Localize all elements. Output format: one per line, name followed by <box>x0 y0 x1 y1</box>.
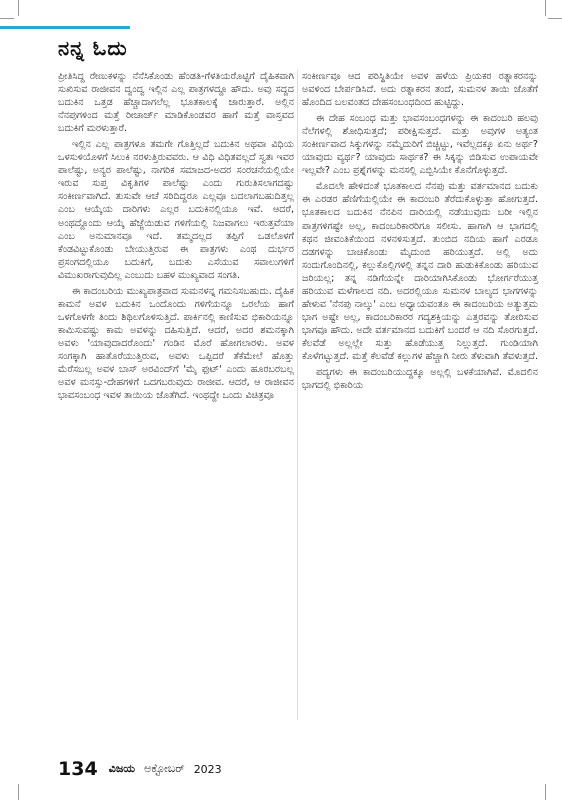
paragraph: ಪದ್ಯಗಳು ಈ ಕಾದಂಬರಿಯುದ್ದಕ್ಕೂ ಅಲ್ಲಲ್ಲಿ ಬಳಕೆಯಾಗಿವೆ. ಮೊದಲಿನ ಭಾಗದಲ್ಲಿ ಭಿಕಾರಿಯ <box>302 367 538 392</box>
crop-mark-top-left <box>18 0 19 16</box>
page-footer <box>58 758 222 782</box>
issue-month: ಅಕ್ಟೋಬರ್ <box>144 762 185 775</box>
paragraph: ಇಲ್ಲಿನ ಎಲ್ಲ ಪಾತ್ರಗಳೂ ತಮಗೇ ಗೊತ್ತಿಲ್ಲದೆ ಬದುಕಿನ ಅಥವಾ ವಿಧಿಯ ಒಳಸುಳಿಯೊಳಗೆ ಸಿಲುಕಿ ನರಳುತ್ತಿರುವವರು. ಆ ವಿಧಿ ವಿಧಿತವಲ್ಲದೆ ಸ್ವತಃ ಇವರ ಪಾಲೆಷ್ಟು, ಅನ್ಯರ ಪಾಲೆಷ್ಟು, ನಾಗರಿಕ ಸಮಾಜದ-ಅದರ ಸಂರಚನೆಯಲ್ಲಿಯೇ ಇರುವ ಸುಪ್ತ ವಿಕೃತಿಗಳ ಪಾಲೆಷ್ಟು ಎಂದು ಗುರುತಿಸಲಾಗದಷ್ಟು ಸಂಕೀರ್ಣವಾಗಿದೆ. ತುಸುವೇ ಆಚೆ ಸರಿದಿದ್ದರೂ ಎಲ್ಲವೂ ಬದಲಾಗಬಹುದಿತ್ತಲ್ಲ ಎಂಬ ಆಯ್ಕೆಯ ದಾರಿಗಳು ಎಲ್ಲರ ಬದುಕಿನಲ್ಲಿಯೂ ಇವೆ. ಆದರೆ, ಅಂಥದ್ದೊಂದು ಆಯ್ಕೆ ಹೆಜ್ಜೆಯಿಡುವ ಗಳಿಗೆಯಲ್ಲಿ ನಿಜವಾಗಲು ಇರುತ್ತವೆಯಾ ಎಂಬ ಅನುಮಾನವೂ ಇದೆ. ತಮ್ಮದಲ್ಲದ ತಪ್ಪಿಗೆ ಒಡಲೊಳಗೆ ಕೆಂಡವಿಟ್ಟುಕೊಂಡು ಬೇಯುತ್ತಿರುವ ಈ ಪಾತ್ರಗಳು ಎಂಥ ದುರ್ಭರ ಪ್ರಸಂಗದಲ್ಲಿಯೂ ಬದುಕಿಗೆ, ಬದುಕು ಎಸೆಯುವ ಸವಾಲುಗಳಿಗೆ ವಿಮುಖರಾಗುವುದಿಲ್ಲ ಎಂಬುದು ಬಹಳ ಮುಖ್ಯವಾದ ಸಂಗತಿ. <box>58 139 294 281</box>
paragraph: ಸಂಕೀರ್ಣವೂ ಆದ ಪರಿಸ್ಥಿತಿಯೇ ಅವಳ ಹಳೆಯ ಪ್ರಿಯಕರ ರತ್ನಾಕರನನ್ನು ಅವಳಿಂದ ಬೇರ್ಪಡಿಸಿದೆ. ಅದು ರತ್ನಾಕರನ ತಂದೆ, ಸುಮನಳ ತಾಯಿ ಜೊತೆಗೆ ಹೊಂದಿದ ಬಲವಂತದ ದೇಹಸಂಬಂಧದಿಂದ ಹುಟ್ಟಿದ್ದು. <box>302 71 538 109</box>
page-number: 134 <box>58 758 98 780</box>
paragraph: ಈ ದೇಹ ಸಂಬಂಧ ಮತ್ತು ಭಾವಸಂಬಂಧಗಳನ್ನು ಈ ಕಾದಂಬರಿ ಹಲವು ನೆಲೆಗಳಲ್ಲಿ ಶೋಧಿಸುತ್ತದೆ; ಪರೀಕ್ಷಿಸುತ್ತದೆ. ಮತ್ತು ಅವುಗಳ ಅತ್ಯಂತ ಸಂಕೀರ್ಣವಾದ ಸಿಕ್ಕುಗಳನ್ನು ನಮ್ಮೆದುರಿಗೆ ಬಿಚ್ಚಿಟ್ಟು, ಇವೆಲ್ಲದಕ್ಕೂ ಏನು ಅರ್ಥ? ಯಾವುದು ವ್ಯರ್ಥ? ಯಾವುದು ಸಾರ್ಥಕ? ಈ ಸಿಕ್ಕನ್ನು ಬಿಡಿಸುವ ಉಪಾಯವೇ ಇಲ್ಲವೇ? ಎಂಬ ಪ್ರಶ್ನೆಗಳನ್ನು ಮನಸಲ್ಲಿ ಎಬ್ಬಿಸಿಯೇ ಕೊನೆಗೊಳ್ಳುತ್ತದೆ. <box>302 113 538 177</box>
paragraph: ಮೊದಲೇ ಹೇಳಿದಂತೆ ಭೂತಕಾಲದ ನೆನಪು ಮತ್ತು ವರ್ತಮಾನದ ಬದುಕು ಈ ಎರಡರ ಹೆಣಿಗೆಯಲ್ಲಿಯೇ ಈ ಕಾದಂಬರಿ ತೆರೆದುಕೊಳ್ಳುತ್ತಾ ಹೋಗುತ್ತದೆ. ಭೂತಕಾಲದ ಬದುಕಿನ ನೆನಪಿನ ದಾರಿಯಲ್ಲಿ ನಡೆಯುವುದು ಬರೀ ಇಲ್ಲಿನ ಪಾತ್ರಗಳಿಗಷ್ಟೇ ಅಲ್ಲ, ಕಾದಂಬರಿಕಾರರಿಗೂ ಸಲೀಸು. ಹಾಗಾಗಿ ಆ ಭಾಗದಲ್ಲಿ ಕಥನ ಜೀವಂತಿಕೆಯಿಂದ ನಳನಳಿಸುತ್ತದೆ. ತುಂಬಿದ ನದಿಯ ಹಾಗೆ ಎರಡೂ ದಡಗಳನ್ನು ಬಾಚಿಕೊಂಡು ಮೈದುಂಬಿ ಹರಿಯುತ್ತದೆ. ಅಲ್ಲಿ ಅದು ಸಂದುಗೊಂದಿನಲ್ಲಿ, ಕಲ್ಲುಕೊಲ್ಲಿಗಳಲ್ಲಿ ತನ್ನನ ದಾರಿ ಹುಡುಕಿಕೊಂಡು ಹರಿಯುವ ಜರಿಯಲ್ಲ; ತನ್ನ ನಡಿಗೆಯನ್ನೇ ದಾರಿಯಾಗಿಸಿಕೊಂಡು ಭೋರ್ಗರೆಯುತ್ತ ಹರಿಯುವ ಮಳೆಗಾಲದ ನದಿ. ಅದರಲ್ಲಿಯೂ ಸುಮನಳ ಬಾಲ್ಯದ ಭಾಗಗಳನ್ನು ಹೇಳುವ 'ನೆನಪು ನಾಲ್ಕು' ಎಂಬ ಅಧ್ಯಾಯವಂತೂ ಈ ಕಾದಂಬರಿಯ ಅತ್ಯುತ್ತಮ ಭಾಗ ಅಷ್ಟೇ ಅಲ್ಲ, ಕಾದಂಬರಿಕಾರರ ಗದ್ಯಶಕ್ತಿಯನ್ನು ಎತ್ತರವನ್ನು ತೋರಿಸುವ ಭಾಗವೂ ಹೌದು. ಅದೇ ವರ್ತಮಾನದ ಬದುಕಿಗೆ ಬಂದರೆ ಆ ನದಿ ಸೊರಗುತ್ತದೆ. ಕೆಲವೆಡೆ ಅಲ್ಲಲ್ಲೇ ಸುತ್ತು ಹೊಡೆಯುತ್ತ ನಿಲ್ಲುತ್ತದೆ. ಗುಂಡಿಯಾಗಿ ಕೊಳೆಗಟ್ಟುತ್ತದೆ. ಮತ್ತೆ ಕೆಲವೆಡೆ ಕಲ್ಲುಗಳ ಹೆಚ್ಚಾಗಿ ನೀರು ತೆಳುವಾಗಿ ತೆವಳುತ್ತದೆ. <box>302 181 539 362</box>
crop-mark-right-top <box>548 18 562 19</box>
accent-bar <box>0 26 130 29</box>
section-title: ನನ್ನ ಓದು <box>58 36 128 60</box>
left-column <box>58 70 294 402</box>
issue-year: 2023 <box>193 762 222 776</box>
column-divider <box>297 70 298 720</box>
crop-mark-top-right <box>545 0 546 16</box>
crop-mark-left-top <box>0 18 14 19</box>
crop-mark-bottom-left <box>18 784 19 800</box>
paragraph: ಪ್ರೀತಿಸಿದ್ದ ರೇಣುಕಳನ್ನು ನೆನೆಸಿಕೊಂಡು ಹೆಂಡತಿ-ಗೆಳತಿಯರೊಟ್ಟಿಗೆ ದೈಹಿಕವಾಗಿ ಸುಖಿಸುವ ರಾಜೀವನ ದ್ವಂದ್ವ ಇಲ್ಲಿನ ಎಲ್ಲ ಪಾತ್ರಗಳದ್ದೂ ಹೌದು. ಅವು ಸದ್ದದ ಬದುಕಿನ ಒತ್ತಡ ಹೆಚ್ಚಾದಾಗಲೆಲ್ಲ ಭೂತಕಾಲಕ್ಕೆ ಜಾರುತ್ತಾರೆ. ಅಲ್ಲಿನ ನೆನಪುಗಳಿಂದ ಮತ್ತೆ ರೀಚಾರ್ಜ್ ಮಾಡಿಕೊಂಡವರ ಹಾಗೆ ಮತ್ತೆ ವಾಸ್ತವದ ಬದುಕಿಗೆ ಮರಳುತ್ತಾರೆ. <box>58 71 294 135</box>
right-column <box>302 70 538 392</box>
magazine-logo: ವಿಜಯ <box>108 762 136 775</box>
paragraph: ಈ ಕಾದಂಬರಿಯ ಮುಖ್ಯಪಾತ್ರವಾದ ಸುಮನಳನ್ನ ಗಮನಿಸಬಹುದು. ದೈಹಿಕ ಕಾಮನೆ ಅವಳ ಬದುಕಿನ ಒಂದೊಂದು ಗಳಿಗೆಯನ್ನೂ ಒರಲೆಯ ಹಾಗೆ ಒಳಗೊಳಗೇ ತಿಂದು ಶಿಥಿಲಗೊಳಿಸುತ್ತಿದೆ. ಪಾರ್ಕಿನಲ್ಲಿ ಕಾಣಿಸುವ ಭಿಕಾರಿಯನ್ನೂ ಕಾಮಿಸುವಷ್ಟು ಕಾಮ ಅವಳನ್ನು ದಹಿಸುತ್ತಿದೆ. ಆದರೆ, ಅದರ ಶಮನಕ್ಕಾಗಿ ಅವಳು 'ಯಾವುದಾದರೊಂದು' ಗಂಡಿನ ಮೊರೆ ಹೋಗಲಾರಳು. ಅವಳ ಸಂಗಕ್ಕಾಗಿ ಹಾತೊರೆಯುತ್ತಿರುವ, ಅವಳು ಒಪ್ಪಿದರೆ ತೆಕೆಮೇಲೆ ಹೊತ್ತು ಮೆರೆಸಬಲ್ಲ ಅವಳ ಬಾಸ್ ಅರವಿಂದ್‌ಗೆ 'ಮೈ ಫುಟ್' ಎಂದು ಹೂರಬರಬಲ್ಲ ಅವಳ ಮನಸ್ಸು-ದೇಹಗಳಿಗೆ ಒದಗಬರುವುದು ರಾಜೀವ. ಆದರೆ, ಆ ರಾಜೀವನ ಭಾವಸಂಬಂಧ ಇವಳ ತಾಯಿಯ ಜೊತೆಗಿದೆ. ಇಂಥದ್ದೇ ಒಂದು ವಿಚಿತ್ರವೂ <box>58 285 294 402</box>
crop-mark-bottom-right <box>545 784 546 800</box>
